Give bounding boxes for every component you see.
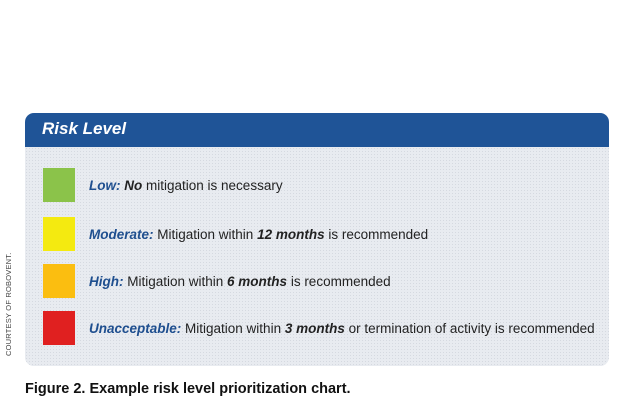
level-emphasis: 3 months <box>284 320 345 336</box>
level-emphasis: 6 months <box>227 273 288 289</box>
low-color-swatch <box>43 168 75 202</box>
risk-level-panel <box>25 113 609 366</box>
level-text-before: Mitigation within <box>181 320 285 336</box>
panel-body <box>25 147 609 366</box>
low-description <box>89 178 283 193</box>
level-name: Low: <box>89 177 121 193</box>
panel-header <box>25 113 609 147</box>
risk-row-low <box>43 168 283 202</box>
level-name: High: <box>89 273 124 289</box>
level-text-after: or termination of activity is recommended <box>344 320 595 336</box>
level-text-after: is recommended <box>324 226 429 242</box>
figure-caption: Figure 2. Example risk level prioritization chart. <box>25 381 351 397</box>
photo-credit: COURTESY OF ROBOVENT. <box>4 252 13 356</box>
risk-row-moderate <box>43 217 428 251</box>
level-text-after: mitigation is necessary <box>142 177 283 193</box>
high-description <box>89 274 391 289</box>
moderate-color-swatch <box>43 217 75 251</box>
level-emphasis: No <box>124 177 143 193</box>
unacceptable-description <box>89 321 595 336</box>
level-name: Moderate: <box>89 226 154 242</box>
level-text-before: Mitigation within <box>153 226 258 242</box>
level-name: Unacceptable: <box>89 320 182 336</box>
risk-row-high <box>43 264 391 298</box>
moderate-description <box>89 227 428 242</box>
level-text-after: is recommended <box>287 273 391 289</box>
unacceptable-color-swatch <box>43 311 75 345</box>
level-text-before: Mitigation within <box>123 273 228 289</box>
high-color-swatch <box>43 264 75 298</box>
risk-row-unacceptable <box>43 311 595 345</box>
level-emphasis: 12 months <box>257 226 325 242</box>
panel-title: Risk Level <box>42 119 127 138</box>
